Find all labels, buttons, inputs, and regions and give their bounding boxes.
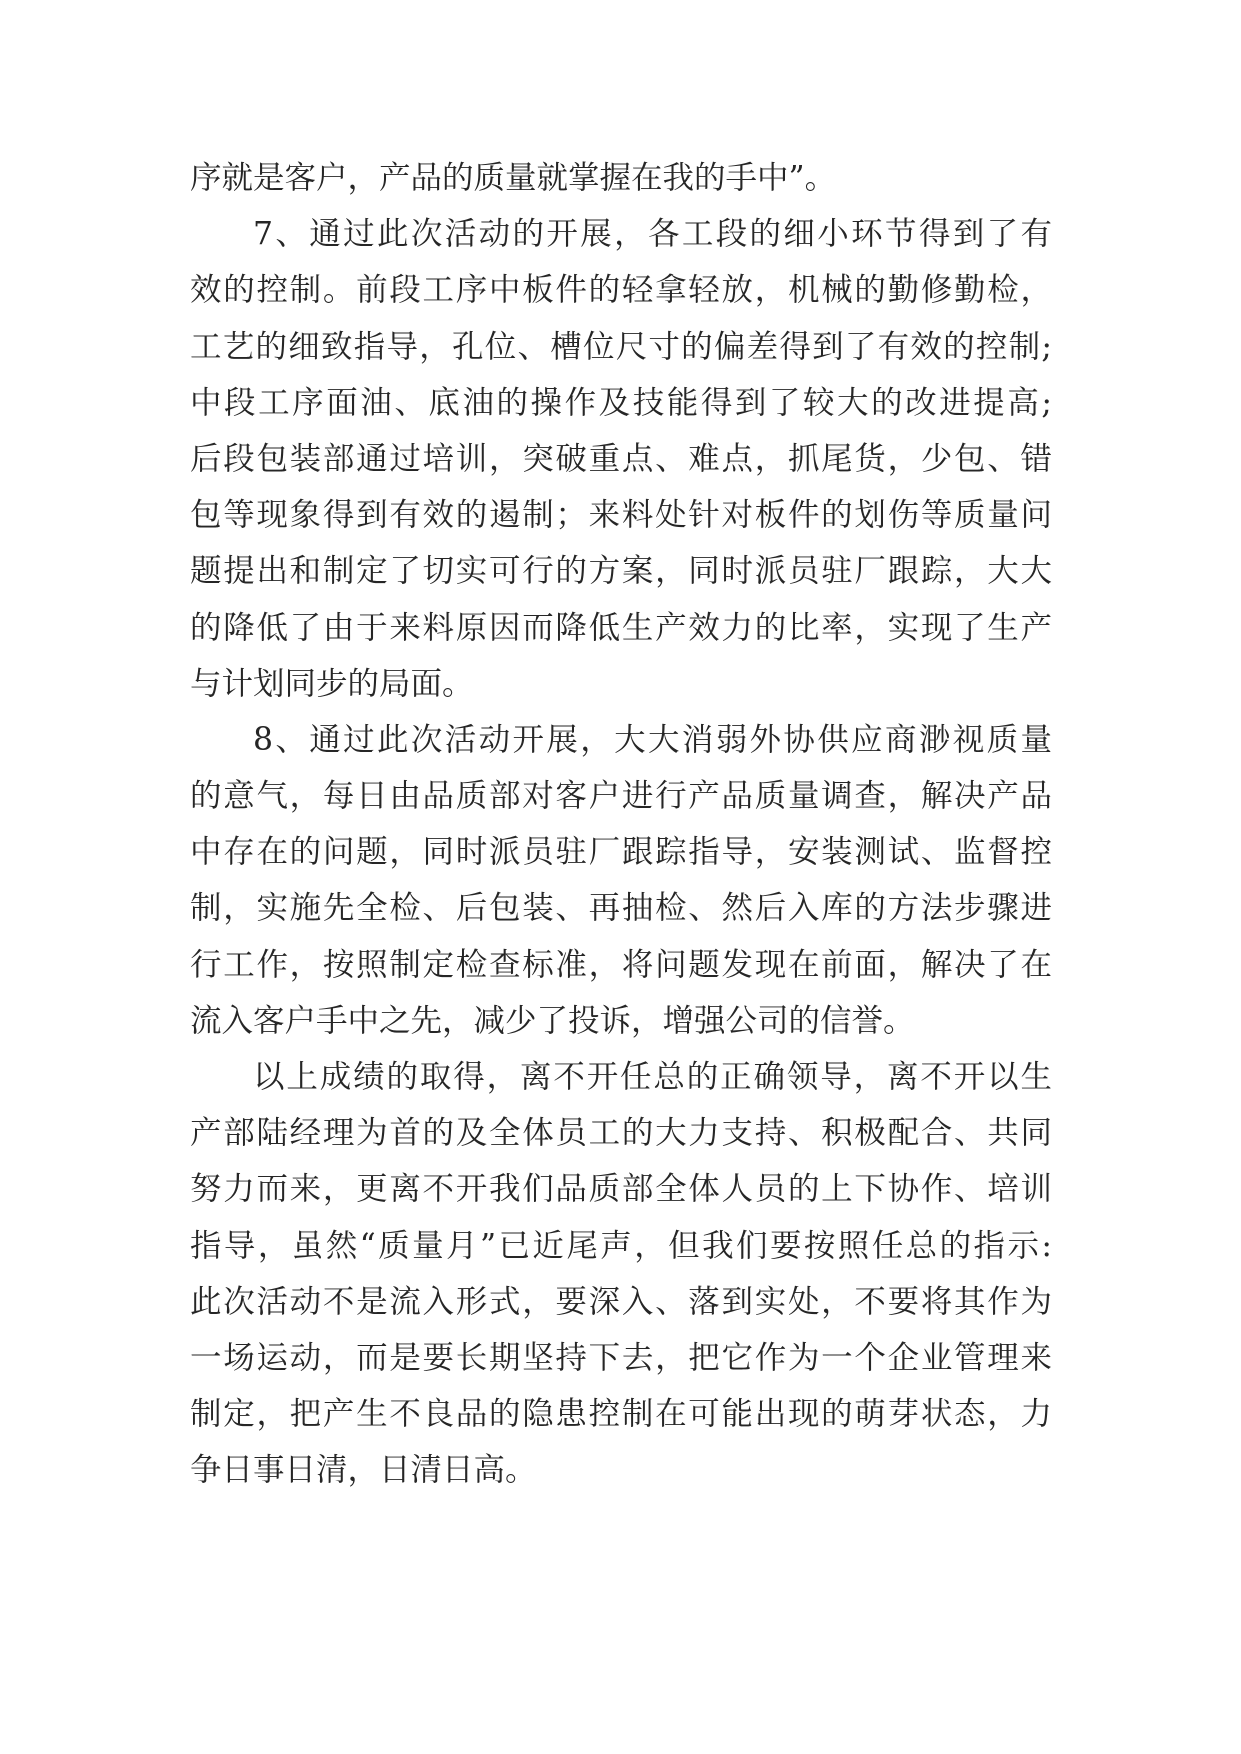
text-line: 题提出和制定了切实可行的方案，同时派员驻厂跟踪，大大 xyxy=(190,553,1052,590)
text-line: 后段包装部通过培训，突破重点、难点，抓尾货，少包、错 xyxy=(190,440,1052,477)
text-line: 行工作，按照制定检查标准，将问题发现在前面，解决了在 xyxy=(190,946,1052,983)
text-line: 制定，把产生不良品的隐患控制在可能出现的萌芽状态，力 xyxy=(190,1396,1052,1433)
text-line: 产部陆经理为首的及全体员工的大力支持、积极配合、共同 xyxy=(190,1115,1052,1152)
text-line: 指导，虽然“质量月”已近尾声，但我们要按照任总的指示: xyxy=(190,1227,1052,1264)
text-line: 效的控制。前段工序中板件的轻拿轻放，机械的勤修勤检， xyxy=(190,272,1052,309)
text-line: 中段工序面油、底油的操作及技能得到了较大的改进提高; xyxy=(190,384,1052,421)
text-line: 的意气，每日由品质部对客户进行产品质量调查，解决产品 xyxy=(190,778,1052,815)
text-line: 争日事日清，日清日高。 xyxy=(190,1452,537,1489)
text-line: 中存在的问题，同时派员驻厂跟踪指导，安装测试、监督控 xyxy=(190,834,1052,871)
text-line: 工艺的细致指导，孔位、槽位尺寸的偏差得到了有效的控制; xyxy=(190,328,1052,365)
text-line: 的降低了由于来料原因而降低生产效力的比率，实现了生产 xyxy=(190,609,1052,646)
text-line: 8、通过此次活动开展，大大消弱外协供应商渺视质量 xyxy=(253,721,1052,758)
text-line: 制，实施先全检、后包装、再抽检、然后入库的方法步骤进 xyxy=(190,890,1052,927)
document-body xyxy=(190,150,1052,1499)
text-line: 序就是客户，产品的质量就掌握在我的手中”。 xyxy=(190,160,837,196)
text-line: 包等现象得到有效的遏制；来料处针对板件的划伤等质量问 xyxy=(190,497,1052,534)
text-line: 一场运动，而是要长期坚持下去，把它作为一个企业管理来 xyxy=(190,1339,1052,1376)
text-line: 此次活动不是流入形式，要深入、落到实处，不要将其作为 xyxy=(190,1283,1052,1320)
text-line: 与计划同步的局面。 xyxy=(190,665,474,702)
text-line: 7、通过此次活动的开展，各工段的细小环节得到了有 xyxy=(253,216,1052,253)
text-line: 流入客户手中之先，减少了投诉，增强公司的信誉。 xyxy=(190,1002,915,1039)
text-line: 努力而来，更离不开我们品质部全体人员的上下协作、培训 xyxy=(190,1171,1052,1208)
text-line: 以上成绩的取得，离不开任总的正确领导，离不开以生 xyxy=(253,1059,1052,1095)
